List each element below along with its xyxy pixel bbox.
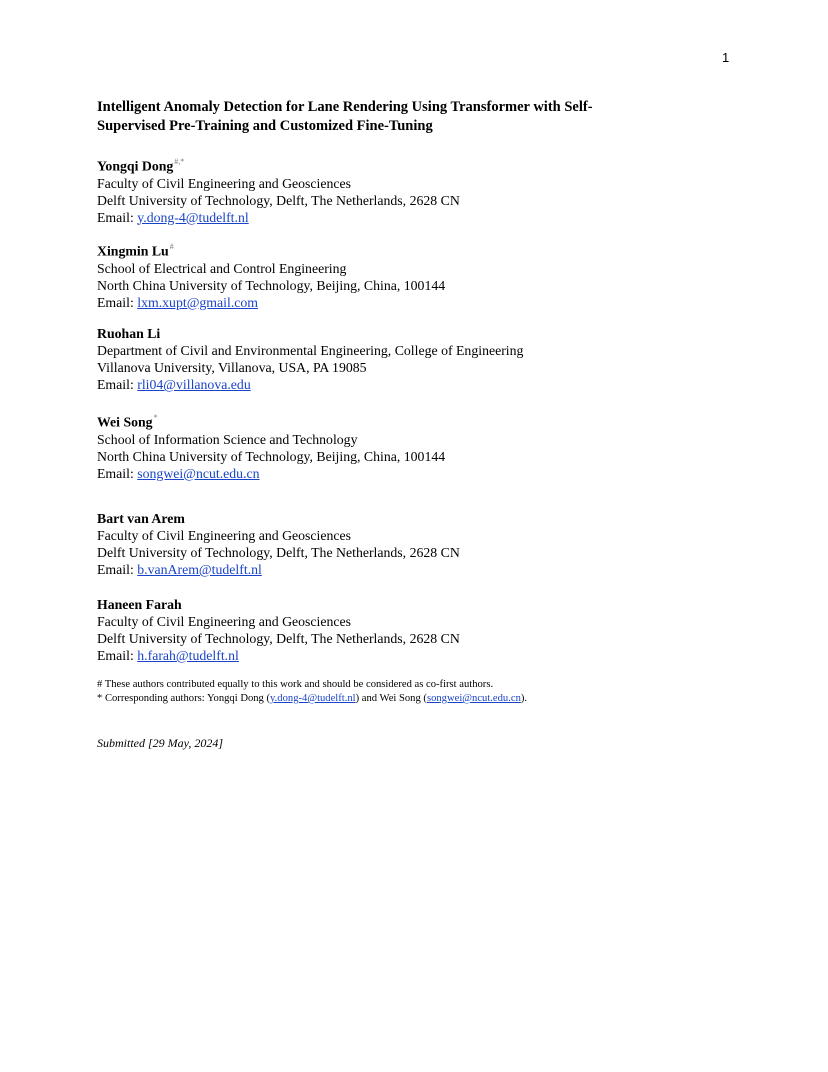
author-email-link[interactable]: h.farah@tudelft.nl xyxy=(137,648,239,663)
cofirst-note: # These authors contributed equally to this work and should be considered as co-first authors. xyxy=(97,679,494,690)
author-name: Wei Song xyxy=(97,414,153,430)
email-label: Email: xyxy=(97,209,134,225)
author-affiliation: Delft University of Technology, Delft, The Netherlands, 2628 CN xyxy=(97,192,460,208)
author-notes xyxy=(97,678,527,706)
author-email-link[interactable]: rli04@villanova.edu xyxy=(137,377,251,392)
author-name: Xingmin Lu xyxy=(97,243,169,259)
author-email-link[interactable]: b.vanArem@tudelft.nl xyxy=(137,562,262,577)
author-block-3 xyxy=(97,325,523,393)
author-affiliation: Villanova University, Villanova, USA, PA 19085 xyxy=(97,360,367,375)
author-affiliation: North China University of Technology, Beijing, China, 100144 xyxy=(97,448,446,464)
paper-title xyxy=(97,98,697,136)
author-dept: School of Information Science and Technology xyxy=(97,431,358,447)
author-block-1 xyxy=(97,154,460,226)
title-line-1: Intelligent Anomaly Detection for Lane Rendering Using Transformer with Self- xyxy=(97,99,593,115)
author-email-link[interactable]: y.dong-4@tudelft.nl xyxy=(137,209,249,225)
page-number: 1 xyxy=(722,50,730,65)
paper-front-matter xyxy=(97,98,697,750)
author-block-6 xyxy=(97,596,460,664)
author-name: Bart van Arem xyxy=(97,511,185,526)
corresponding-email-link-1[interactable]: y.dong-4@tudelft.nl xyxy=(270,693,356,704)
author-email-link[interactable]: songwei@ncut.edu.cn xyxy=(137,465,260,481)
author-block-5 xyxy=(97,510,460,578)
author-affiliation: Delft University of Technology, Delft, The Netherlands, 2628 CN xyxy=(97,631,460,646)
submission-date: Submitted [29 May, 2024] xyxy=(97,736,223,750)
email-label: Email: xyxy=(97,294,134,310)
corresponding-email-link-2[interactable]: songwei@ncut.edu.cn xyxy=(426,693,521,704)
author-block-4 xyxy=(97,410,445,482)
email-label: Email: xyxy=(97,648,134,663)
author-dept: Faculty of Civil Engineering and Geosciences xyxy=(97,614,352,629)
email-label: Email: xyxy=(97,465,134,481)
email-label: Email: xyxy=(97,377,134,392)
author-marker: # xyxy=(169,242,174,251)
corresponding-prefix: * Corresponding authors: Yongqi Dong ( xyxy=(97,693,271,704)
corresponding-note xyxy=(97,692,527,706)
author-block-2 xyxy=(97,239,445,311)
corresponding-suffix: ). xyxy=(520,693,528,704)
author-marker: * xyxy=(153,413,158,422)
title-line-2: Supervised Pre-Training and Customized Fine-Tuning xyxy=(97,118,433,134)
author-dept: School of Electrical and Control Engineering xyxy=(97,260,347,276)
author-affiliation: North China University of Technology, Beijing, China, 100144 xyxy=(97,277,446,293)
author-marker: #,* xyxy=(174,157,185,166)
author-name: Yongqi Dong xyxy=(97,158,174,174)
author-name: Haneen Farah xyxy=(97,597,182,612)
author-dept: Faculty of Civil Engineering and Geosciences xyxy=(97,175,352,191)
author-name: Ruohan Li xyxy=(97,326,161,341)
corresponding-mid: ) and Wei Song ( xyxy=(355,693,427,704)
author-affiliation: Delft University of Technology, Delft, The Netherlands, 2628 CN xyxy=(97,545,460,560)
author-dept: Faculty of Civil Engineering and Geosciences xyxy=(97,528,352,543)
author-dept: Department of Civil and Environmental Engineering, College of Engineering xyxy=(97,343,524,358)
email-label: Email: xyxy=(97,562,134,577)
author-email-link[interactable]: lxm.xupt@gmail.com xyxy=(137,294,259,310)
